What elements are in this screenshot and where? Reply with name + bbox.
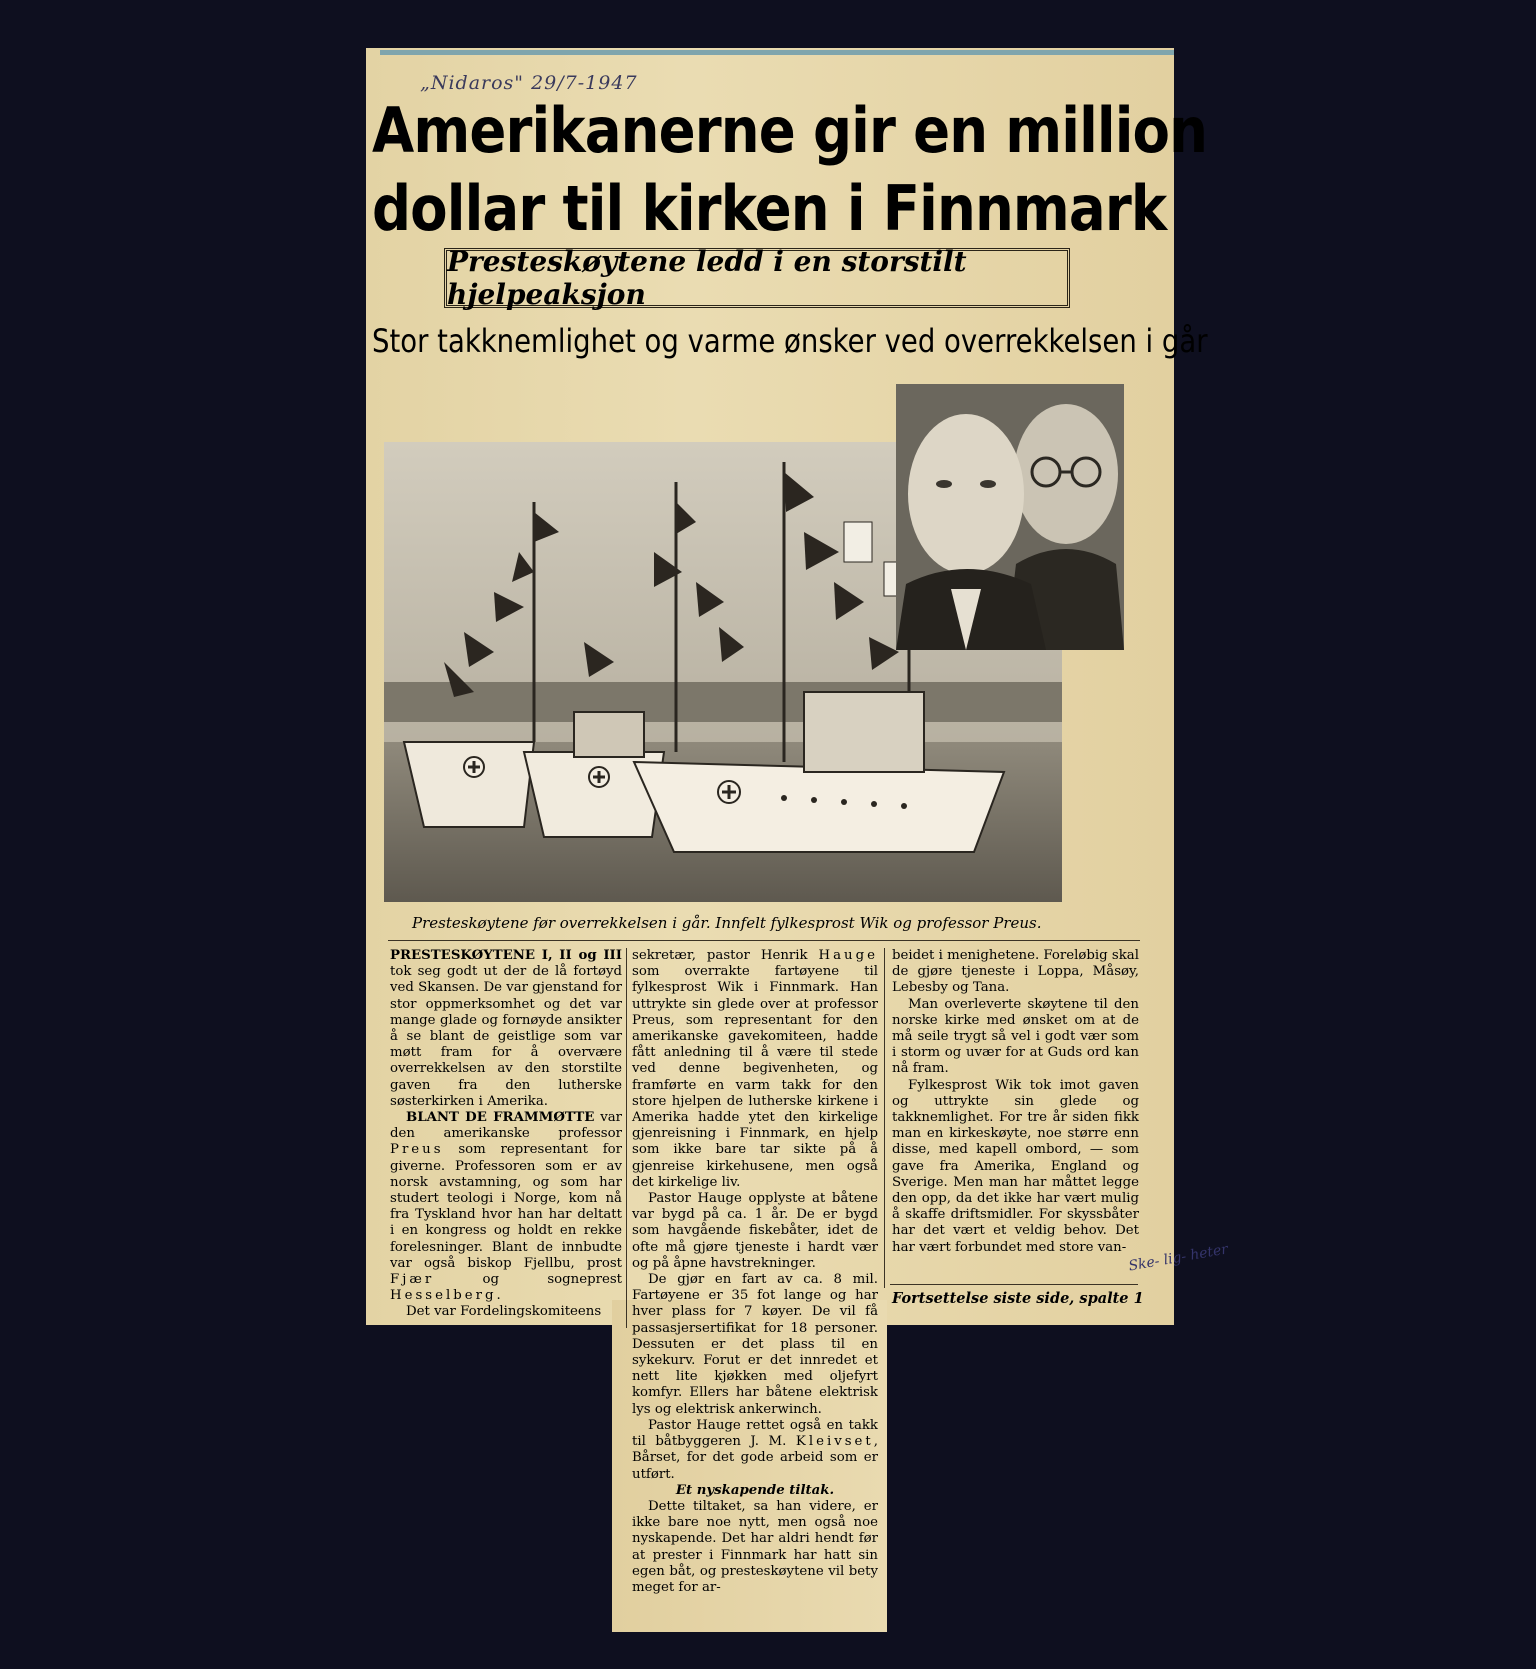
col2-text-1b: som overrakte fartøyene til fylkesprost Wik i Finnmark. Han uttrykte sin glede over at professor Preus, som representant for den amerikanske gavekomiteen, hadde fått anledning til å være til stede ved denne begivenheten, og framførte en varm takk for den store hjelpen de lutherske kirkene i Amerika hadde ytet den kirkelige gjenreisning i Finnmark, en hjelp som ikke bare tar sikte på å gjenreise kirkehusene, men også det kirkelige liv. bbox=[632, 964, 878, 1190]
col2-text-4a: Pastor Hauge rettet også en takk til båtbyggeren J. M. bbox=[632, 1417, 878, 1450]
col2-paragraph-1 bbox=[632, 948, 878, 1191]
continued-note: Fortsettelse siste side, spalte 1 bbox=[892, 1290, 1144, 1307]
col2-text-1a: sekretær, pastor Henrik bbox=[632, 948, 819, 963]
col1-text-1: tok seg godt ut der de lå fortøyd ved Skansen. De var gjenstand for stor oppmerksomhet og det var mange glade og fornøyde ansikter å se blant de geistlige som var møtt fram for å overvære overrekkelsen av den storstilte gaven fra den lutherske søsterkirken i Amerika. bbox=[390, 964, 623, 1109]
caption-rule bbox=[388, 940, 1140, 941]
col1-text-2a: var den amerikanske professor bbox=[390, 1110, 622, 1142]
margin-handwriting: Ske- lig- heter bbox=[1127, 1241, 1230, 1275]
col1-paragraph-2 bbox=[390, 1110, 622, 1304]
col2-paragraph-3: De gjør en fart av ca. 8 mil. Fartøyene er 35 fot lange og har hver plass for 7 køyer. De vil få passasjersertifikat for 18 personer. Dessuten er det plass til en sykekurv. Forut er det innredet et nett lite kjøkken med oljefyrt komfyr. Ellers har båtene elektrisk lys og elektrisk ankerwinch. bbox=[632, 1272, 878, 1417]
col2-paragraph-5: Dette tiltaket, sa han videre, er ikke bare noe nytt, men også noe nyskapende. Det har aldri hendt før at prester i Finnmark har hatt sin egen båt, og presteskøytene vil bety meget for ar- bbox=[632, 1498, 878, 1595]
article-column-2 bbox=[632, 948, 878, 1596]
article-column-3 bbox=[892, 948, 1139, 1256]
headline bbox=[372, 92, 1208, 248]
headline-line-1: Amerikanerne gir en million bbox=[372, 94, 1208, 167]
col3-paragraph-1: beidet i menighetene. Foreløbig skal de gjøre tjeneste i Loppa, Måsøy, Lebesby og Tana. bbox=[892, 948, 1139, 996]
deck-headline: Stor takknemlighet og varme ønsker ved overrekkelsen i går bbox=[372, 322, 1208, 360]
subheadline-box bbox=[444, 245, 1070, 311]
col2-paragraph-2: Pastor Hauge opplyste at båtene var bygd på ca. 1 år. De er bygd som havgående fiskebåter, idet de ofte må gjøre tjeneste i hardt vær og på åpne havstrekninger. bbox=[632, 1191, 878, 1271]
col2-name-kleivset: Kleivset bbox=[795, 1434, 874, 1450]
portrait-inset bbox=[896, 384, 1124, 650]
col1-name-fjaer: Fjær bbox=[390, 1272, 435, 1288]
col1-name-preus: Preus bbox=[390, 1142, 444, 1158]
continued-rule bbox=[890, 1284, 1138, 1285]
col1-lead2-caps: BLANT DE FRAMMØTTE bbox=[406, 1110, 595, 1126]
col1-text-2b: som representant for giverne. Professoren som er av norsk avstamning, og som har studert teologi i Norge, kom nå fra Tyskland hvor han har deltatt i en kongress og holdt en rekke forelesninger. Blant de innbudte var også biskop Fjellbu, prost bbox=[390, 1142, 622, 1271]
article-column-1 bbox=[390, 948, 622, 1321]
handwritten-source-note: „Nidaros" 29/7-1947 bbox=[420, 72, 638, 94]
subheadline: Presteskøytene ledd i en storstilt hjelpeaksjon bbox=[447, 245, 967, 311]
col2-paragraph-4 bbox=[632, 1418, 878, 1483]
col3-paragraph-3: Fylkesprost Wik tok imot gaven og uttrykte sin glede og takknemlighet. For tre år siden fikk man en kirkeskøyte, noe større enn disse, med kapell ombord, — som gave fra Amerika, England og Sverige. Men man har måttet legge den opp, da det ikke har vært mulig å skaffe driftsmidler. For skyssbåter har det vært et veldig behov. Det har vært forbundet med store van- bbox=[892, 1077, 1139, 1255]
headline-line-2: dollar til kirken i Finnmark bbox=[372, 172, 1167, 245]
column-rule-2 bbox=[884, 948, 885, 1288]
col1-paragraph-3: Det var Fordelingskomiteens bbox=[406, 1304, 602, 1320]
col2-subhead: Et nyskapende tiltak. bbox=[675, 1482, 835, 1498]
col1-text-2c: og sogneprest bbox=[434, 1272, 622, 1288]
photo-caption: Presteskøytene før overrekkelsen i går. Innfelt fylkesprost Wik og professor Preus. bbox=[412, 914, 1042, 932]
col1-name-hesselberg: Hesselberg bbox=[390, 1288, 497, 1304]
col1-paragraph-1 bbox=[390, 948, 622, 1110]
portraits-illustration bbox=[896, 384, 1124, 650]
col1-text-2d: . bbox=[496, 1288, 501, 1304]
col3-paragraph-2: Man overleverte skøytene til den norske kirke med ønsket om at de må seile trygt så vel i godt vær som i storm og uvær for at Guds ord kan nå fram. bbox=[892, 996, 1139, 1077]
col2-text-4b: , Bårset, for det gode arbeid som er utført. bbox=[632, 1434, 878, 1482]
column-rule-1 bbox=[626, 948, 627, 1328]
col1-lead-caps: PRESTESKØYTENE I, II og III bbox=[390, 948, 622, 963]
col2-name-hauge: Hauge bbox=[818, 948, 878, 963]
clipping-top-edge bbox=[380, 50, 1174, 55]
